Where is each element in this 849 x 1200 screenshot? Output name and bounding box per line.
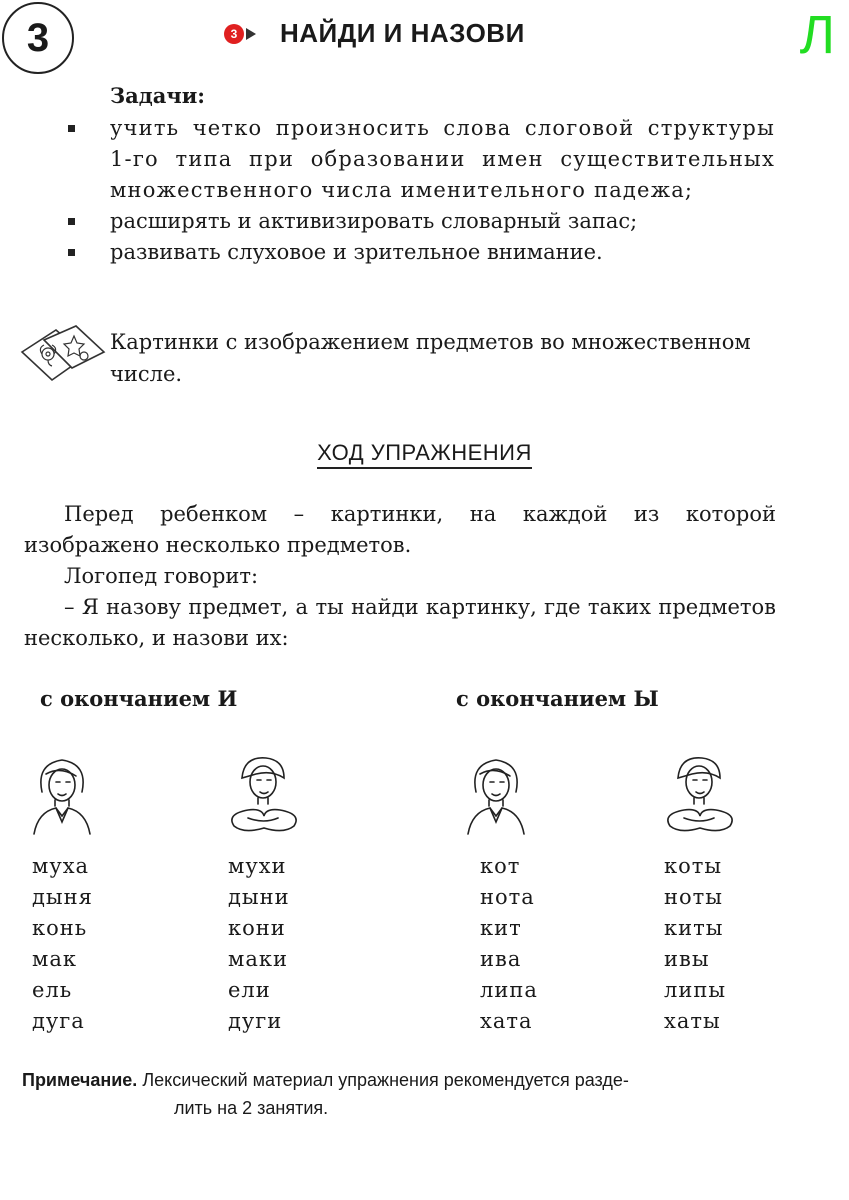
- exercise-title: НАЙДИ И НАЗОВИ: [280, 18, 525, 48]
- girl-icon: [22, 752, 102, 836]
- corner-letter: Л: [799, 5, 835, 65]
- word-column-left-plural: [228, 851, 290, 1037]
- task-item: [60, 113, 775, 206]
- page-number-badge: 3: [2, 2, 74, 74]
- note-block: [22, 1066, 782, 1122]
- word-item: маки: [228, 947, 288, 971]
- bullet-icon: [68, 249, 75, 256]
- boy-icon: [656, 752, 738, 836]
- word-item: дуги: [228, 1009, 283, 1033]
- note-first-line: [22, 1066, 782, 1094]
- bullet-icon: [68, 218, 75, 225]
- tasks-list: [60, 113, 775, 268]
- exercise-title-row: [224, 18, 525, 49]
- word-column-right-singular: [480, 851, 538, 1037]
- section-heading-text: ХОД УПРАЖНЕНИЯ: [317, 440, 532, 469]
- word-item: кони: [228, 916, 286, 940]
- section-heading: [0, 440, 849, 466]
- intro-paragraph: Перед ребенком – картинки, на каждой из которой изображено несколько предметов.: [24, 502, 776, 557]
- word-item: коты: [664, 854, 723, 878]
- word-item: киты: [664, 916, 724, 940]
- word-item: муха: [32, 854, 90, 878]
- intro-paragraph: Логопед говорит:: [64, 564, 259, 588]
- word-column-right-plural: [664, 851, 726, 1037]
- task-text: развивать слуховое и зрительное внимание.: [110, 240, 603, 264]
- word-item: мухи: [228, 854, 287, 878]
- bullet-icon: [68, 125, 75, 132]
- word-item: дыни: [228, 885, 290, 909]
- word-column-left-singular: [32, 851, 93, 1037]
- word-item: кот: [480, 854, 521, 878]
- intro-text: [24, 499, 776, 654]
- word-item: липы: [664, 978, 727, 1002]
- girl-icon: [456, 752, 536, 836]
- word-item: хата: [480, 1009, 533, 1033]
- word-item: кит: [480, 916, 522, 940]
- exercise-number-badge: 3: [224, 24, 244, 44]
- word-item: конь: [32, 916, 88, 940]
- ending-i-header: с окончанием И: [40, 686, 238, 711]
- word-item: липа: [480, 978, 538, 1002]
- word-item: ель: [32, 978, 73, 1002]
- word-item: ели: [228, 978, 271, 1002]
- boy-icon: [220, 752, 302, 836]
- word-item: дуга: [32, 1009, 85, 1033]
- materials-text: Картинки с изображением предметов во множественном числе.: [110, 330, 751, 386]
- note-text: Лексический материал упражнения рекомендуется разде-: [142, 1070, 629, 1090]
- word-item: нота: [480, 885, 535, 909]
- task-item: [60, 237, 775, 268]
- arrow-icon: [246, 28, 256, 40]
- word-item: хаты: [664, 1009, 721, 1033]
- picture-cards-icon: [18, 322, 106, 386]
- word-item: ивы: [664, 947, 710, 971]
- tasks-heading: Задачи:: [110, 83, 206, 108]
- ending-y-header: с окончанием Ы: [456, 686, 659, 711]
- word-item: ноты: [664, 885, 723, 909]
- note-text-continuation: лить на 2 занятия.: [174, 1098, 329, 1118]
- intro-paragraph: – Я назову предмет, а ты найди картинку, где таких предметов несколько, и назови их:: [24, 595, 776, 650]
- task-text: расширять и активизировать словарный запас;: [110, 209, 638, 233]
- task-text: учить четко произносить слова слоговой структуры 1-го типа при образовании имен существительных множественного числа именительного падежа;: [110, 116, 775, 202]
- word-item: мак: [32, 947, 77, 971]
- note-label: Примечание.: [22, 1070, 138, 1090]
- word-item: ива: [480, 947, 522, 971]
- task-item: [60, 206, 775, 237]
- word-item: дыня: [32, 885, 93, 909]
